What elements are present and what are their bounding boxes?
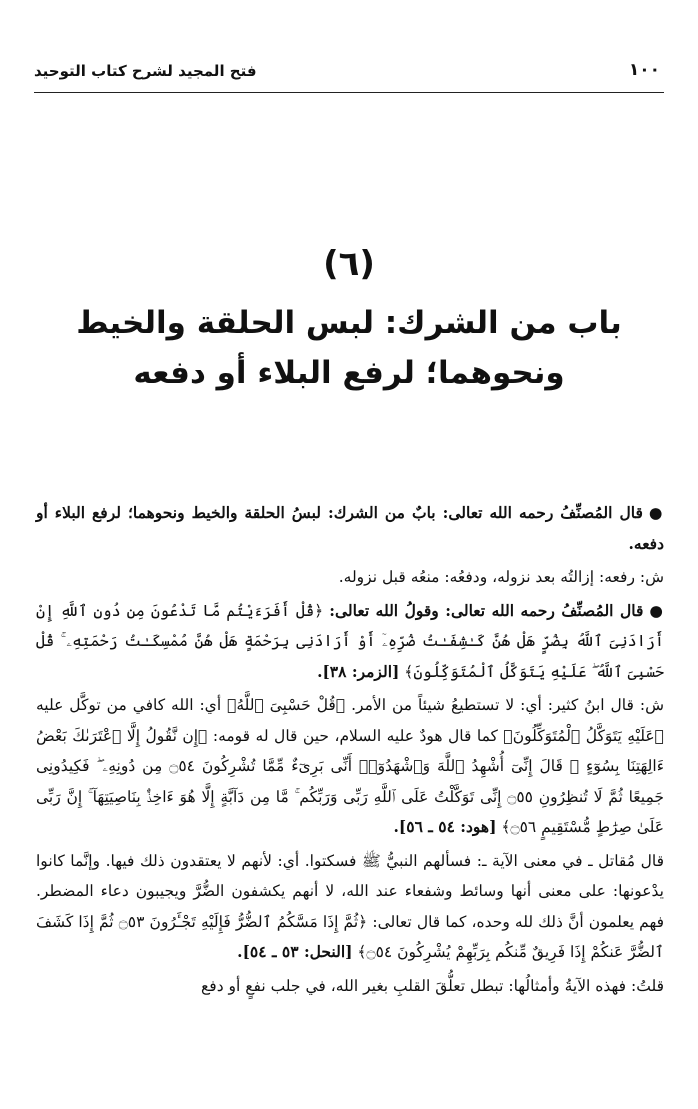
verse-reference: [هود: ٥٤ ـ ٥٦]. bbox=[393, 817, 497, 836]
citation-lead: قال المُصنِّفُ رحمه الله تعالى: وقولُ الله تعالى: bbox=[329, 600, 644, 620]
commentary-text: ش: قال ابنُ كثير: أي: لا تستطيعُ شيئاً من الأمر. bbox=[351, 696, 664, 714]
verse-reference: [الزمر: ٣٨]. bbox=[317, 661, 400, 681]
verse-reference: [النحل: ٥٣ ـ ٥٤]. bbox=[237, 942, 353, 961]
explanation-text: ش: رفعه: إزالتُه بعد نزوله، ودفعُه: منعُه قبل نزوله. bbox=[338, 568, 664, 586]
bullet-marker: ● bbox=[648, 503, 664, 522]
paragraph-muqatil bbox=[36, 846, 664, 968]
running-book-title: فتح المجيد لشرح كتاب التوحيد bbox=[34, 62, 257, 80]
commentary-text: أي: الله كافي من توكَّل عليه bbox=[36, 696, 222, 714]
chapter-title bbox=[60, 298, 638, 398]
quran-verse: ﴿إِن نَّقُولُ إِلَّا ٱعْتَرَىٰكَ بَعْضُ ءَالِهَتِنَا بِسُوٓءٍ ۗ قَالَ إِنِّىٓ أُشْهِدُ ٱللَّهَ وَٱشْهَدُوٓا۟ أَنِّى بَرِىٓءٌ مِّمَّا تُشْرِكُونَ ۝٥٤ مِن دُونِهِۦ ۖ فَكِيدُونِى جَمِيعًا ثُمَّ لَا تُنظِرُونِ ۝٥٥ إِنِّى تَوَكَّلْتُ عَلَى ٱللَّهِ رَبِّى وَرَبِّكُم ۚ مَّا مِن دَآبَّةٍ إِلَّا هُوَ ءَاخِذٌۢ بِنَاصِيَتِهَآ ۚ إِنَّ رَبِّى عَلَىٰ صِرَٰطٍ مُّسْتَقِيمٍ ۝٥٦﴾ bbox=[36, 726, 664, 836]
commentary-text: قال مُقاتل ـ في معنى الآية ـ: فسألهم النبيُّ ﷺ فسكتوا. أي: لأنهم لا يعتقدون ذلك فيها. وإنَّما كانوا يدْعونها: على معنى أنها وسائط وشفعاء عند الله، لا أنهم يكشفون الضُّرَّ ويجيبون دعاء المضطر. فهم يعلمون أنَّ ذلك لله وحده، كما قال تعالى: bbox=[36, 851, 665, 931]
bullet-marker: ● bbox=[649, 600, 664, 620]
chapter-title-line-1: باب من الشرك: لبس الحلقة والخيط bbox=[76, 305, 622, 341]
page-header bbox=[34, 60, 664, 86]
paragraph-ibn-kathir bbox=[36, 690, 664, 843]
quran-verse: ﴿قُلْ أَفَرَءَيْتُم مَّا تَدْعُونَ مِن دُونِ ٱللَّهِ إِنْ أَرَادَنِىَ ٱللَّهُ بِضُرٍّ هَلْ هُنَّ كَـٰشِفَـٰتُ ضُرِّهِۦٓ أَوْ أَرَادَنِى بِرَحْمَةٍ هَلْ هُنَّ مُمْسِكَـٰتُ رَحْمَتِهِۦ ۚ قُلْ حَسْبِىَ ٱللَّهُ ۖ عَلَيْهِ يَتَوَكَّلُ ٱلْمُتَوَكِّلُونَ﴾ bbox=[36, 601, 664, 681]
paragraph-author-statement bbox=[36, 498, 664, 559]
quran-verse: ﴿قُلْ حَسْبِىَ ٱللَّهُ﴾ bbox=[227, 696, 346, 714]
quran-verse: ﴿عَلَيْهِ يَتَوَكَّلُ ٱلْمُتَوَكِّلُونَ﴾ bbox=[503, 726, 664, 745]
commentary-text: قلتُ: فهذه الآيةُ وأمثالُها: تبطل تعلُّقَ القلبِ بغير الله، في جلب نفعٍ أو دفع bbox=[201, 976, 664, 995]
page-number: ١٠٠ bbox=[628, 60, 660, 80]
author-statement-text: قال المُصنِّفُ رحمه الله تعالى: بابٌ من الشرك: لبسُ الحلقة والخيط ونحوهما؛ لرفع البلاء أو دفعه. bbox=[36, 503, 664, 553]
body-text bbox=[36, 498, 664, 1004]
quran-verse: ﴿ثُمَّ إِذَا مَسَّكُمُ ٱلضُّرُّ فَإِلَيْهِ تَجْـَٔرُونَ ۝٥٣ ثُمَّ إِذَا كَشَفَ ٱلضُّرَّ عَنكُمْ إِذَا فَرِيقٌ مِّنكُم بِرَبِّهِمْ يُشْرِكُونَ ۝٥٤﴾ bbox=[36, 912, 664, 961]
header-rule bbox=[34, 92, 664, 93]
commentary-text: كما قال هودٌ عليه السلام، حين قال له قومه: bbox=[212, 726, 498, 745]
paragraph-conclusion bbox=[36, 971, 664, 1002]
chapter-title-line-2: ونحوهما؛ لرفع البلاء أو دفعه bbox=[133, 355, 565, 391]
chapter-number: (٦) bbox=[323, 244, 375, 284]
paragraph-quran-citation bbox=[36, 596, 664, 688]
paragraph-explanation bbox=[36, 562, 664, 593]
